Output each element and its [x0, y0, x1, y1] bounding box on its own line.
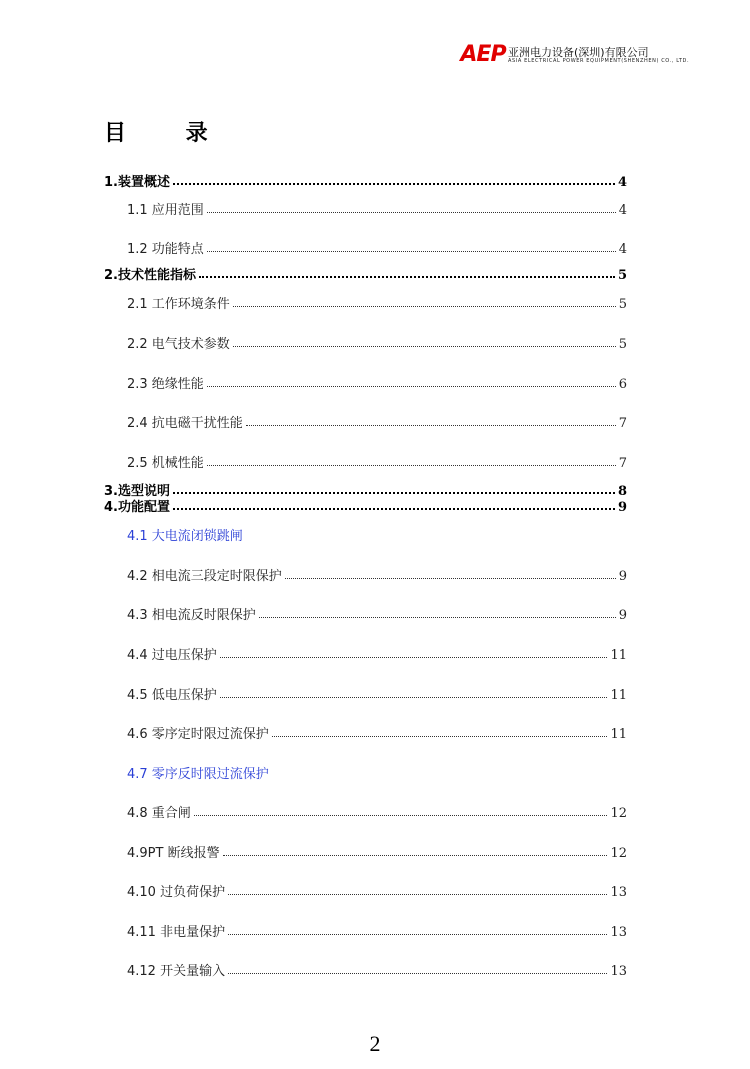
toc-entry-page: 4: [618, 242, 627, 257]
toc-entry-page: 9: [618, 608, 627, 623]
dot-leader: [207, 243, 616, 253]
toc-entry-label: 1.1 应用范围: [127, 203, 204, 218]
dot-leader: [233, 298, 616, 308]
toc-entry-page: 13: [610, 925, 627, 940]
toc-entry-label: 4.3 相电流反时限保护: [127, 608, 256, 623]
dot-leader: [207, 457, 616, 467]
toc-entry[interactable]: [127, 723, 627, 742]
toc-entry-label: 3.选型说明: [104, 484, 170, 499]
dot-leader: [228, 965, 607, 975]
toc-entry-label: 4.功能配置: [104, 500, 170, 515]
toc-entry-page: 7: [618, 416, 627, 431]
toc-entry[interactable]: [127, 293, 627, 312]
toc-entry-page: 9: [617, 500, 627, 515]
dot-leader: [259, 609, 616, 619]
toc-entry-page: 11: [610, 727, 627, 742]
toc-entry-label: 2.技术性能指标: [104, 268, 196, 283]
toc-entry[interactable]: [127, 644, 627, 663]
company-name-en: ASIA ELECTRICAL POWER EQUIPMENT(SHENZHEN) CO., LTD.: [508, 58, 690, 64]
toc-entry-page: 11: [610, 648, 627, 663]
toc-entry[interactable]: [127, 802, 627, 821]
toc-entry-page: 11: [610, 688, 627, 703]
toc-entry-label: 4.9PT 断线报警: [127, 846, 220, 861]
toc-entry-page: 8: [617, 484, 627, 499]
toc-entry-link[interactable]: [127, 525, 627, 544]
dot-leader: [223, 847, 608, 857]
toc-entry[interactable]: [127, 960, 627, 979]
dot-leader: [228, 926, 607, 936]
toc-entry-label: 2.5 机械性能: [127, 456, 204, 471]
toc-entry[interactable]: [127, 412, 627, 431]
toc-entry-page: 13: [610, 964, 627, 979]
toc-entry[interactable]: [127, 373, 627, 392]
dot-leader: [272, 728, 608, 738]
toc-entry-page: 13: [610, 885, 627, 900]
company-name-cn: 亚洲电力设备(深圳)有限公司: [508, 46, 649, 59]
dot-leader: [173, 485, 615, 495]
toc-entry[interactable]: [127, 684, 627, 703]
dot-leader: [220, 689, 608, 699]
toc-entry[interactable]: [127, 238, 627, 257]
toc-entry-page: 4: [617, 175, 627, 190]
toc-entry-label: 2.2 电气技术参数: [127, 337, 230, 352]
toc-entry-link[interactable]: [127, 763, 627, 782]
toc-entry[interactable]: [104, 264, 627, 283]
toc-entry[interactable]: [127, 199, 627, 218]
toc-entry-page: 12: [610, 846, 627, 861]
toc-entry-page: 5: [617, 268, 627, 283]
toc-entry-page: 7: [618, 456, 627, 471]
toc-entry-page: 12: [610, 806, 627, 821]
toc-entry-label: 4.11 非电量保护: [127, 925, 226, 940]
dot-leader: [246, 417, 616, 427]
toc-entry[interactable]: [127, 881, 627, 900]
toc-entry[interactable]: [127, 565, 627, 584]
toc-entry-label: 4.10 过负荷保护: [127, 885, 226, 900]
dot-leader: [207, 204, 616, 214]
dot-leader: [194, 807, 608, 817]
dot-leader: [173, 501, 615, 511]
toc-entry[interactable]: [104, 496, 627, 515]
toc-entry-label: 4.6 零序定时限过流保护: [127, 727, 269, 742]
toc-title: 目 录: [104, 121, 234, 146]
toc-entry-page: 6: [618, 377, 627, 392]
dot-leader: [199, 269, 615, 279]
dot-leader: [207, 378, 616, 388]
toc-entry-label: 4.4 过电压保护: [127, 648, 217, 663]
toc-entry-label: 2.4 抗电磁干扰性能: [127, 416, 243, 431]
toc-entry-label: 1.2 功能特点: [127, 242, 204, 257]
toc-entry-label: 4.8 重合闸: [127, 806, 191, 821]
page-header: [0, 34, 750, 74]
toc-entry-label: 2.3 绝缘性能: [127, 377, 204, 392]
toc-entry-label: 4.12 开关量输入: [127, 964, 226, 979]
toc-entry[interactable]: [127, 842, 627, 861]
toc-entry[interactable]: [127, 452, 627, 471]
toc-entry-page: 5: [618, 337, 627, 352]
toc-entry-label: 4.2 相电流三段定时限保护: [127, 569, 282, 584]
toc-entry-page: 5: [618, 297, 627, 312]
page-number: 2: [369, 1031, 381, 1056]
company-logo: AEP: [460, 41, 506, 67]
toc-entry[interactable]: [127, 604, 627, 623]
toc-entry-label: 2.1 工作环境条件: [127, 297, 230, 312]
toc-entry[interactable]: [127, 333, 627, 352]
toc-entry[interactable]: [104, 171, 627, 190]
dot-leader: [233, 338, 616, 348]
toc-entry-label: 4.1 大电流闭锁跳闸: [127, 529, 243, 544]
toc-entry-label: 4.5 低电压保护: [127, 688, 217, 703]
dot-leader: [173, 176, 615, 186]
dot-leader: [228, 886, 607, 896]
dot-leader: [220, 649, 608, 659]
toc-entry-page: 9: [618, 569, 627, 584]
toc-entry-page: 4: [618, 203, 627, 218]
toc-entry[interactable]: [127, 921, 627, 940]
toc-entry-label: 4.7 零序反时限过流保护: [127, 767, 269, 782]
toc-entry-label: 1.装置概述: [104, 175, 170, 190]
dot-leader: [285, 570, 616, 580]
